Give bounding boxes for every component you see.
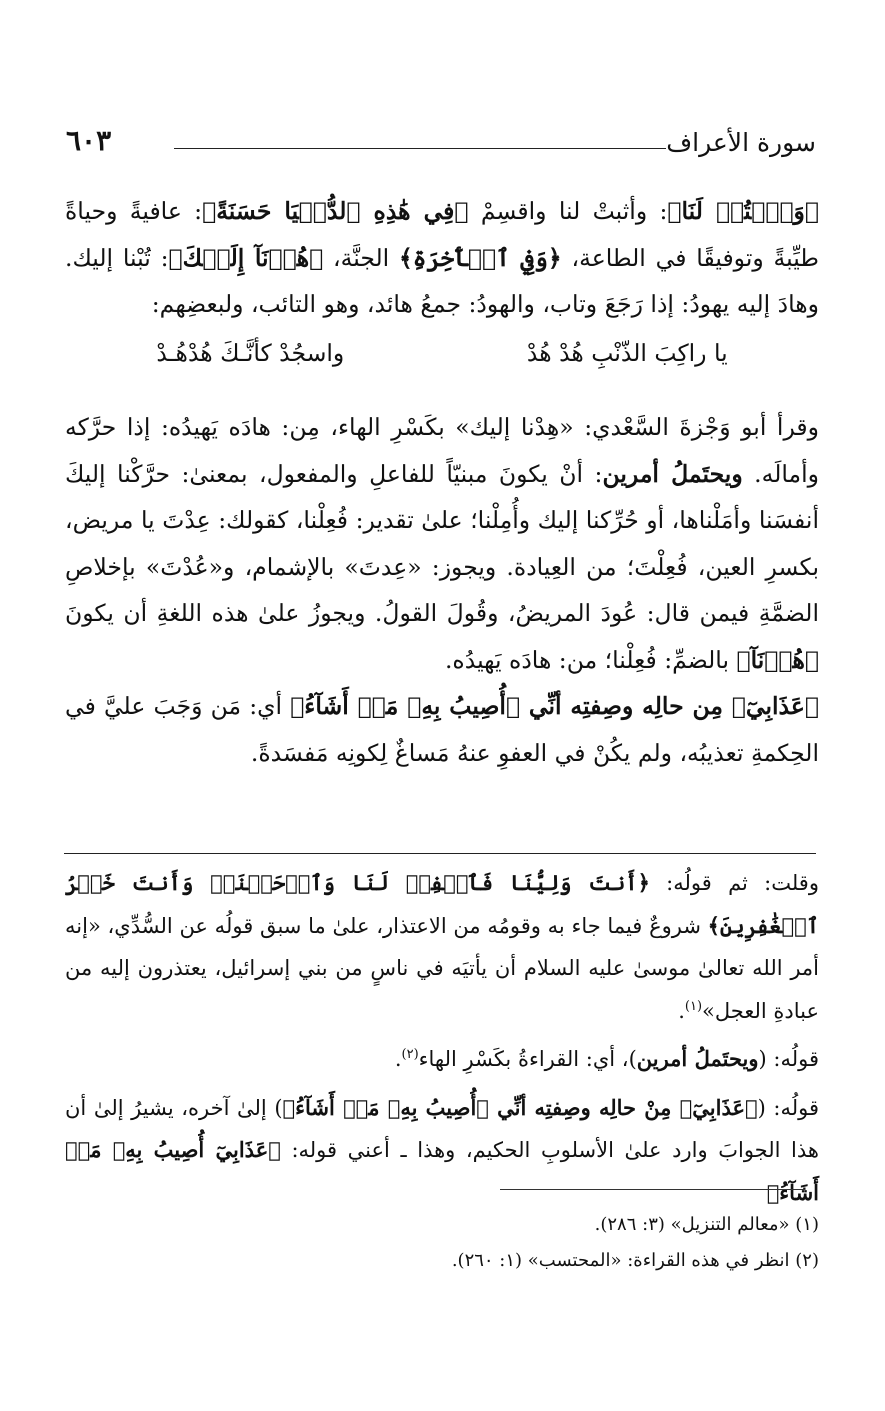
main-text <box>65 188 819 776</box>
bold-phrase: ويحتَملُ أمرين <box>636 1046 759 1071</box>
header-rule <box>174 148 666 149</box>
text-run: وقرأ أبو وَجْزةَ السَّعْدي: «هِدْنا إليك» بكَسْرِ الهاء، مِن: هادَه يَهيدُه: إذا حرَّكه وأمالَه. <box>65 413 819 488</box>
paragraph-tafsir-2 <box>65 404 819 683</box>
quran-quote: ﴿هُدۡنَآ إِلَيۡكَ﴾ <box>168 243 324 272</box>
text-run: : تُبْنا إليك. وهادَ إليه يهودُ: إذا رَجَعَ وتاب، والهودُ: جمعُ هائد، وهو التائب، ولبعضِهم: <box>65 243 819 318</box>
text-run: قولُه: ( <box>757 1095 820 1120</box>
quran-quote: ﴿أَنتَ وَلِيُّنَا فَٱغۡفِرۡ لَنَا وَٱرۡحَمۡنَاۖ وَأَنتَ خَيۡرُ ٱلۡغَٰفِرِينَ﴾ <box>65 870 819 938</box>
quran-quote: ﴿أُصِيبُ بِهِۦ مَنۡ أَشَآءُ﴾ <box>290 692 521 720</box>
poem-hemistich-1: يا راكِبَ الذّنْبِ هُدْ هُدْ <box>526 338 728 367</box>
text-run: )، أي: القراءةُ بكَسْرِ الهاء <box>418 1047 637 1071</box>
text-run: وقلت: ثم قولُه: <box>649 871 819 895</box>
surah-name: سورة الأعراف <box>666 128 816 157</box>
paragraph-tafsir-1 <box>65 188 819 328</box>
text-run: . <box>394 1047 402 1071</box>
footnote-divider <box>500 1189 805 1190</box>
text-run: : أنْ يكونَ مبنيّاً للفاعلِ والمفعول، بمعنىٰ: حرَّكْنا إليكَ أنفسَنا وأمَلْناها، أو حُرِّكنا إليك وأُمِلْنا؛ علىٰ تقدير: فُعِلْنا، كقولك: عِدْتَ يا مريض، بكسرِ العين، فُعِلْتَ؛ من العِيادة. ويجوز: «عِدتَ» بالإشمام، و«عُدْتَ» بإخلاصِ الضمَّةِ فيمن قال: عُودَ المريضُ، وقُولَ القولُ. ويجوزُ علىٰ هذه اللغةِ أن يكونَ <box>65 459 819 627</box>
bold-phrase: مِن حالِه وصِفتِه أنِّي <box>520 692 732 720</box>
commentary-paragraph-3 <box>65 1087 819 1215</box>
paragraph-tafsir-3 <box>65 683 819 776</box>
footnote-2: (٢) انظر في هذه القراءة: «المحتسب» (١: ٢٦٠). <box>451 1250 819 1271</box>
text-run: بالضمِّ: فُعِلْنا؛ من: هادَه يَهيدُه. <box>444 645 737 674</box>
footnotes <box>65 1207 819 1279</box>
commentary-paragraph-1 <box>65 862 819 1032</box>
quran-quote: ﴿عَذَابِيٓ﴾ <box>679 1094 758 1120</box>
poem-hemistich-2: واسجُدْ كأنَّـكَ هُدْهُـدْ <box>156 338 345 367</box>
footnote-ref-1[interactable]: (١) <box>684 998 703 1014</box>
text-run: : وأثبتْ لنا واقسِمْ <box>468 197 668 225</box>
quran-quote: ﴿عَذَابِيٓ﴾ <box>731 692 819 720</box>
quran-quote: ﴿وَٱكۡتُبۡ لَنَا﴾ <box>667 197 820 225</box>
bold-phrase: ويحتَملُ أمرين <box>602 459 743 488</box>
poem-verse <box>65 330 819 377</box>
section-divider <box>64 853 816 854</box>
text-run: شروعٌ فيما جاء به وقومُه من الاعتذار، علىٰ ما سبق قولُه عن السُّدِّي، «إنه أمر الله تعالىٰ موسىٰ عليه السلام أن يأتيَه في ناسٍ من بني إسرائيل، يعتذرون إليه من عبادةِ العجل» <box>65 913 819 1023</box>
text-run: ) إلىٰ آخره، يشيرُ إلىٰ أن هذا الجوابَ وارد علىٰ الأسلوبِ الحكيم، وهذا ـ أعني قوله: <box>65 1095 819 1162</box>
page-header <box>66 118 816 168</box>
text-run: : عافيةً وحياةً طيِّبةً وتوفيقًا في الطاعة، <box>65 197 820 272</box>
quran-quote: ﴿وَفِي ٱلۡأٓخِرَةِ﴾ <box>399 243 562 272</box>
footnote-ref-2[interactable]: (٢) <box>401 1047 419 1062</box>
quran-quote: ﴿هُدۡنَآ﴾ <box>736 645 819 674</box>
quran-quote: ﴿عَذَابِيٓ أُصِيبُ بِهِۦ مَنۡ أَشَآءُ﴾ <box>65 1137 819 1205</box>
text-run: الجنَّة، <box>323 243 400 272</box>
bold-phrase: مِنْ حالِه وصِفتِه أنِّي <box>488 1094 680 1120</box>
page-number: ٦٠٣ <box>66 124 112 157</box>
text-run: . <box>678 998 685 1023</box>
commentary-text <box>65 862 819 1220</box>
commentary-paragraph-2 <box>65 1038 819 1081</box>
spacer <box>65 386 819 404</box>
quran-quote: ﴿فِي هَٰذِهِ ٱلدُّنۡيَا حَسَنَةً﴾ <box>202 197 469 225</box>
quran-quote: ﴿أُصِيبُ بِهِۦ مَنۡ أَشَآءُ﴾ <box>282 1094 489 1120</box>
footnote-1: (١) «معالم التنزيل» (٣: ٢٨٦). <box>594 1214 819 1235</box>
text-run: أي: مَن وَجَبَ عليَّ في الحِكمةِ تعذيبُه، ولم يكُنْ في العفوِ عنهُ مَساغٌ لِكونِه مَفسَدةً. <box>65 692 819 767</box>
text-run: قولُه: ( <box>758 1047 819 1071</box>
